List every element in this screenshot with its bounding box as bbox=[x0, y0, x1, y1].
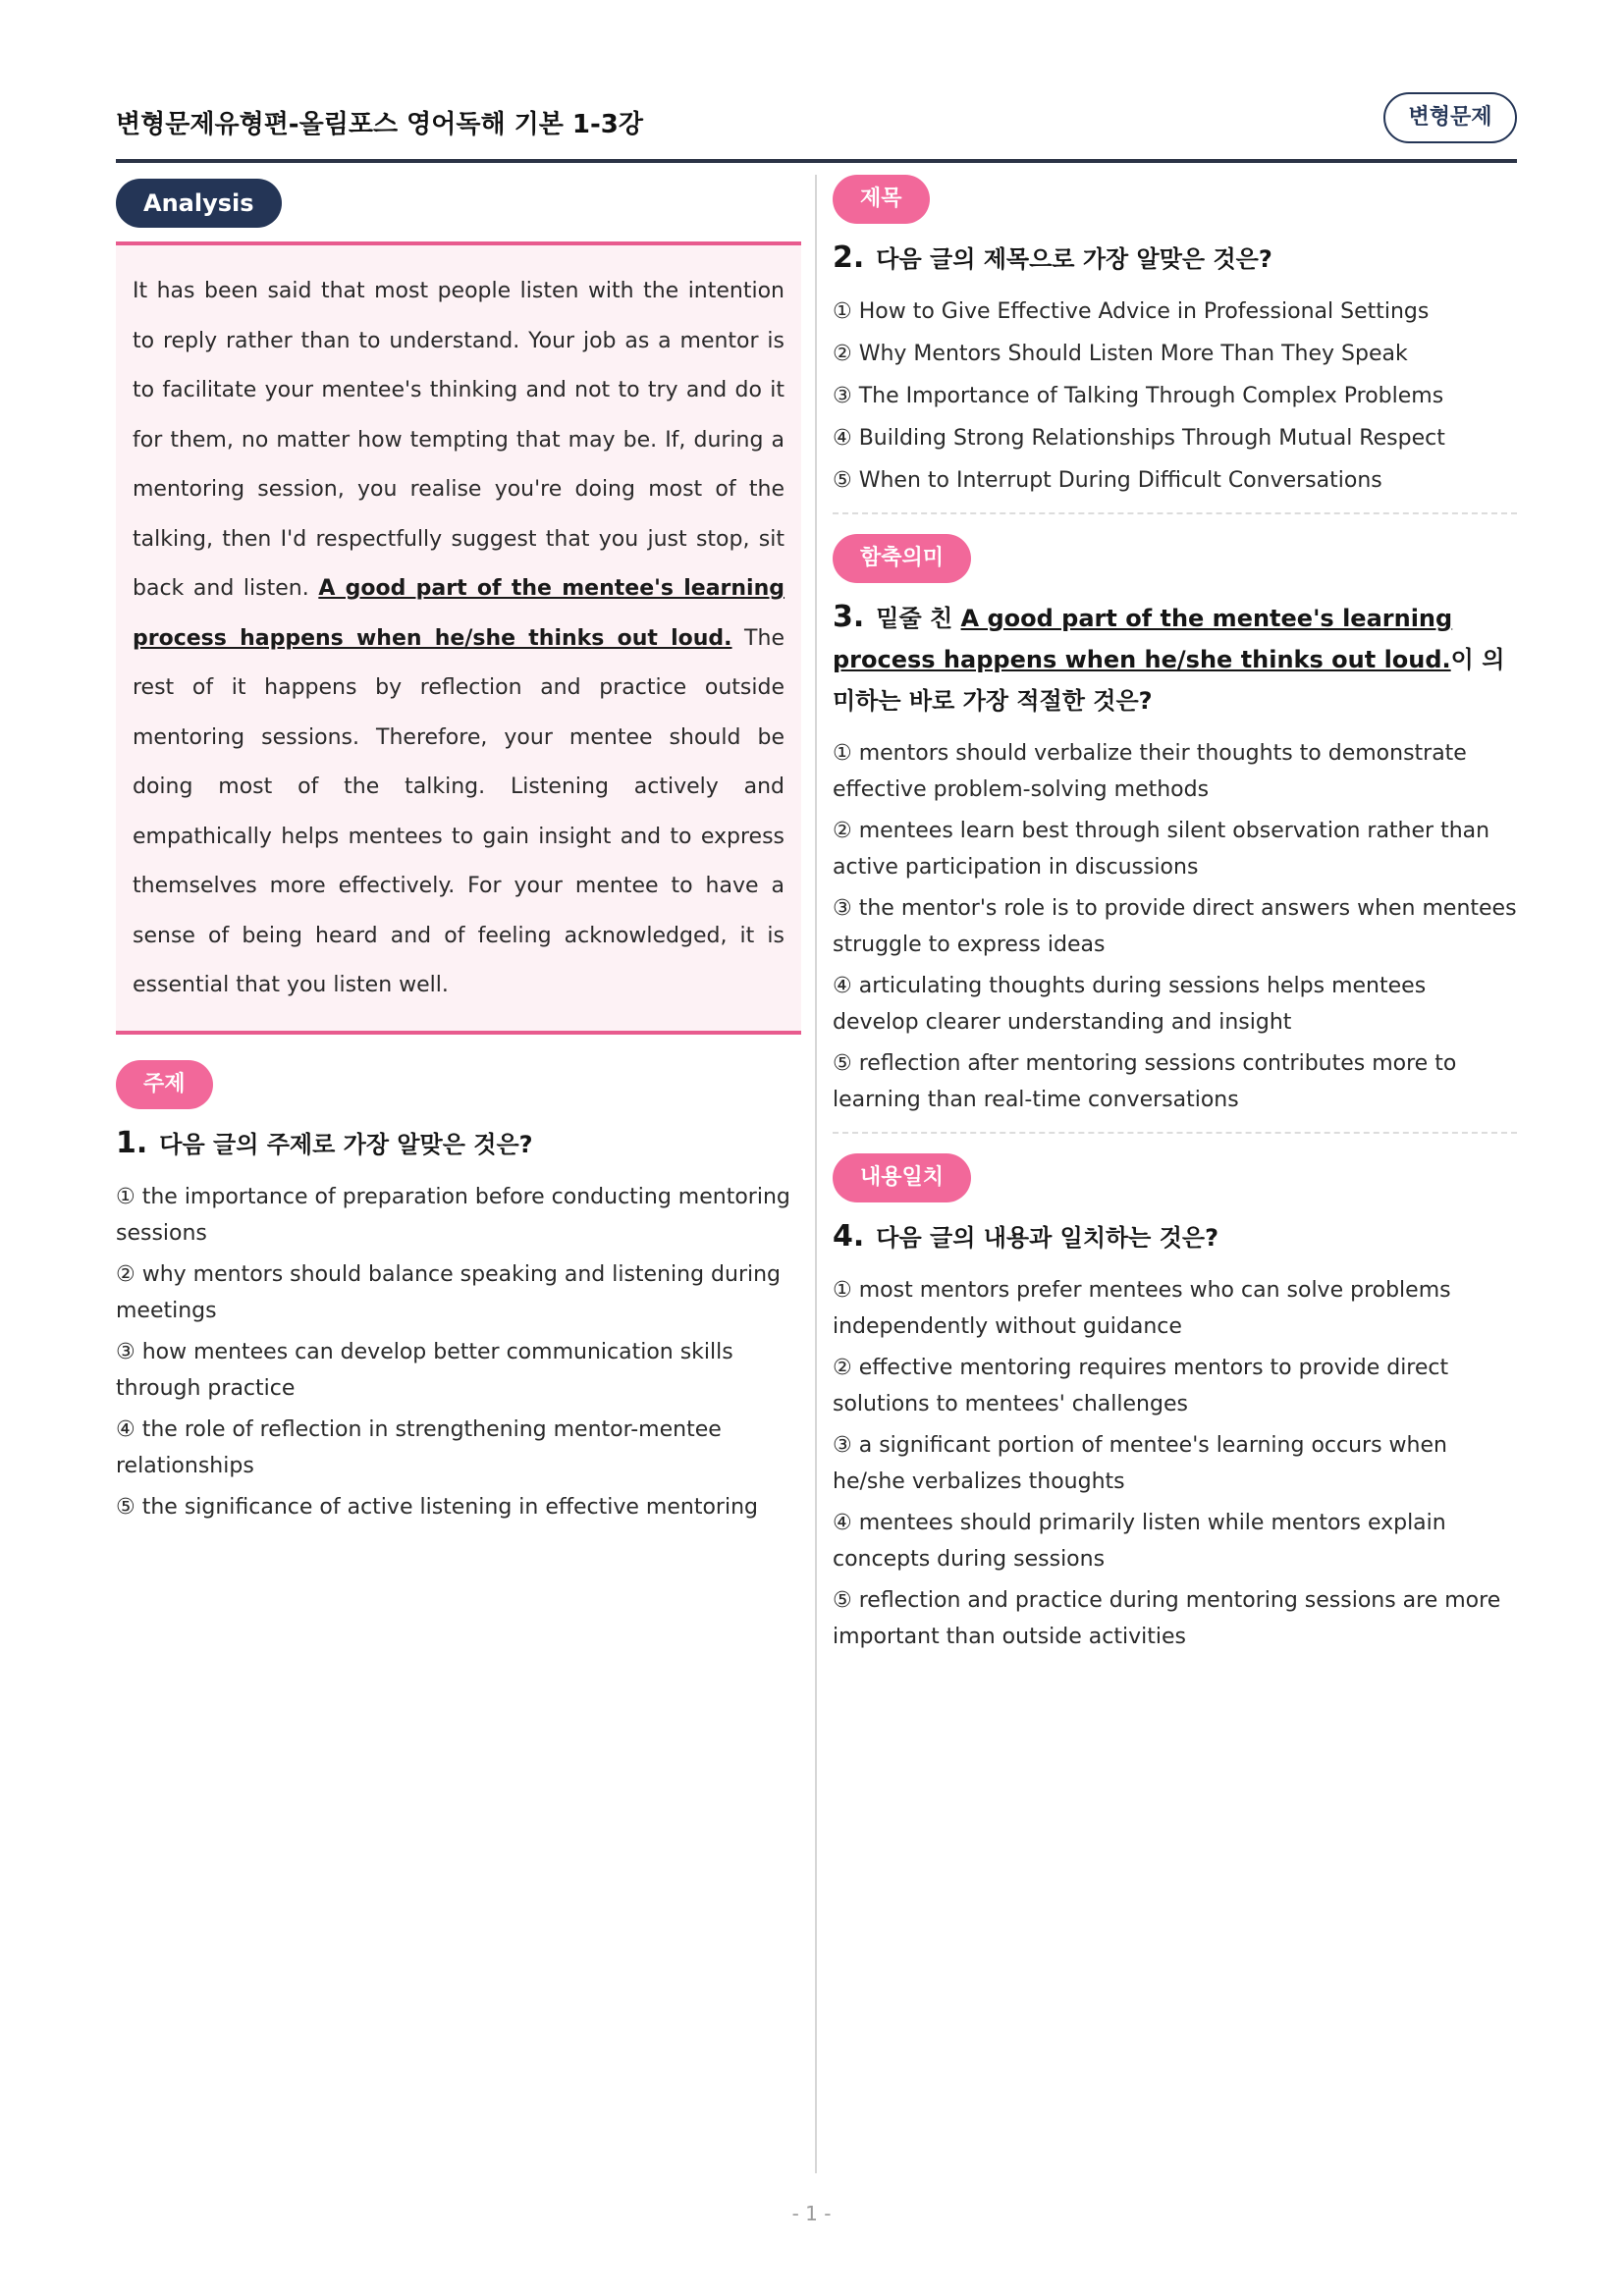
passage-underlined-sentence: A good part of the mentee's learning process happens when he/she thinks out loud. bbox=[133, 576, 785, 651]
question-3-options bbox=[833, 735, 1517, 1118]
option[interactable]: ⑤ the significance of active listening in effective mentoring bbox=[116, 1494, 758, 1520]
question-2-options bbox=[833, 294, 1517, 499]
question-4 bbox=[833, 1153, 1517, 1655]
page-header bbox=[116, 92, 1517, 163]
option[interactable]: ⑤ reflection after mentoring sessions contributes more to learning than real-time conversations bbox=[833, 1051, 1457, 1112]
option[interactable]: ③ a significant portion of mentee's learning occurs when he/she verbalizes thoughts bbox=[833, 1433, 1447, 1494]
option[interactable]: ⑤ When to Interrupt During Difficult Conversations bbox=[833, 468, 1382, 493]
document-title: 변형문제유형편-올림포스 영어독해 기본 1-3강 bbox=[116, 110, 644, 139]
question-1-text: 다음 글의 주제로 가장 알맞은 것은? bbox=[159, 1130, 533, 1158]
question-2-text: 다음 글의 제목으로 가장 알맞은 것은? bbox=[876, 245, 1272, 273]
title-tag: 제목 bbox=[833, 175, 930, 224]
option[interactable]: ① mentors should verbalize their thoughts to demonstrate effective problem-solving methods bbox=[833, 741, 1467, 802]
option[interactable]: ④ Building Strong Relationships Through Mutual Respect bbox=[833, 426, 1445, 451]
category-badge: 변형문제 bbox=[1383, 92, 1517, 143]
question-4-header bbox=[833, 1216, 1517, 1258]
question-1-number: 1. bbox=[116, 1125, 148, 1160]
question-3-header bbox=[833, 597, 1517, 721]
right-column bbox=[833, 175, 1517, 1660]
option[interactable]: ② Why Mentors Should Listen More Than They Speak bbox=[833, 342, 1408, 366]
passage-text-after: The rest of it happens by reflection and practice outside mentoring sessions. Therefore, your mentee should be doing most of the talking. Listening actively and empathically helps mentees to gain insight and to express themselves more effectively. For your mentee to have a sense of being heard and of feeling acknowledged, it is essential that you listen well. bbox=[133, 625, 784, 997]
option[interactable]: ③ The Importance of Talking Through Complex Problems bbox=[833, 384, 1444, 408]
section-separator bbox=[833, 512, 1517, 514]
option[interactable]: ③ how mentees can develop better communication skills through practice bbox=[116, 1339, 733, 1401]
question-4-options bbox=[833, 1272, 1517, 1655]
passage-text-before: It has been said that most people listen with the intention to reply rather than to understand. Your job as a mentor is to facilitate your mentee's thinking and not to try and do it for them, no matter how tempting that may be. If, during a mentoring session, you realise you're doing most of the talking, then I'd respectfully suggest that you just stop, sit back and listen. bbox=[133, 279, 784, 601]
option[interactable]: ② why mentors should balance speaking and listening during meetings bbox=[116, 1261, 782, 1323]
option[interactable]: ① the importance of preparation before conducting mentoring sessions bbox=[116, 1184, 790, 1246]
question-3-prefix: 밑줄 친 bbox=[876, 605, 961, 632]
analysis-passage-box bbox=[116, 241, 801, 1035]
question-3-number: 3. bbox=[833, 600, 865, 634]
analysis-label: Analysis bbox=[116, 179, 282, 228]
option[interactable]: ③ the mentor's role is to provide direct answers when mentees struggle to express ideas bbox=[833, 896, 1517, 957]
question-2 bbox=[833, 175, 1517, 499]
option[interactable]: ② effective mentoring requires mentors to provide direct solutions to mentees' challenges bbox=[833, 1356, 1449, 1416]
implied-meaning-tag: 함축의미 bbox=[833, 534, 971, 583]
question-3 bbox=[833, 534, 1517, 1118]
option[interactable]: ④ the role of reflection in strengthening mentor-mentee relationships bbox=[116, 1416, 722, 1478]
question-4-number: 4. bbox=[833, 1219, 865, 1254]
option[interactable]: ④ articulating thoughts during sessions helps mentees develop clearer understanding and insight bbox=[833, 974, 1427, 1035]
left-column bbox=[116, 179, 801, 1530]
question-1-header bbox=[116, 1123, 801, 1165]
column-divider bbox=[815, 175, 817, 2173]
page-number: - 1 - bbox=[791, 2202, 832, 2225]
section-separator bbox=[833, 1132, 1517, 1134]
option[interactable]: ② mentees learn best through silent observation rather than active participation in discussions bbox=[833, 819, 1490, 880]
question-2-header bbox=[833, 238, 1517, 280]
option[interactable]: ④ mentees should primarily listen while mentors explain concepts during sessions bbox=[833, 1511, 1446, 1572]
content-match-tag: 내용일치 bbox=[833, 1153, 971, 1202]
option[interactable]: ① most mentors prefer mentees who can solve problems independently without guidance bbox=[833, 1278, 1451, 1339]
option[interactable]: ① How to Give Effective Advice in Professional Settings bbox=[833, 299, 1430, 324]
question-1-options bbox=[116, 1179, 801, 1525]
topic-tag: 주제 bbox=[116, 1060, 213, 1109]
question-2-number: 2. bbox=[833, 240, 865, 275]
question-4-text: 다음 글의 내용과 일치하는 것은? bbox=[876, 1224, 1219, 1252]
option[interactable]: ⑤ reflection and practice during mentoring sessions are more important than outside activities bbox=[833, 1588, 1501, 1649]
analysis-passage bbox=[133, 267, 784, 1011]
question-1 bbox=[116, 1060, 801, 1525]
question-3-underlined: A good part of the mentee's learning process happens when he/she thinks out loud. bbox=[833, 605, 1453, 673]
question-3-suffix: 이 의미하는 바로 가장 적절한 것은? bbox=[833, 646, 1505, 715]
